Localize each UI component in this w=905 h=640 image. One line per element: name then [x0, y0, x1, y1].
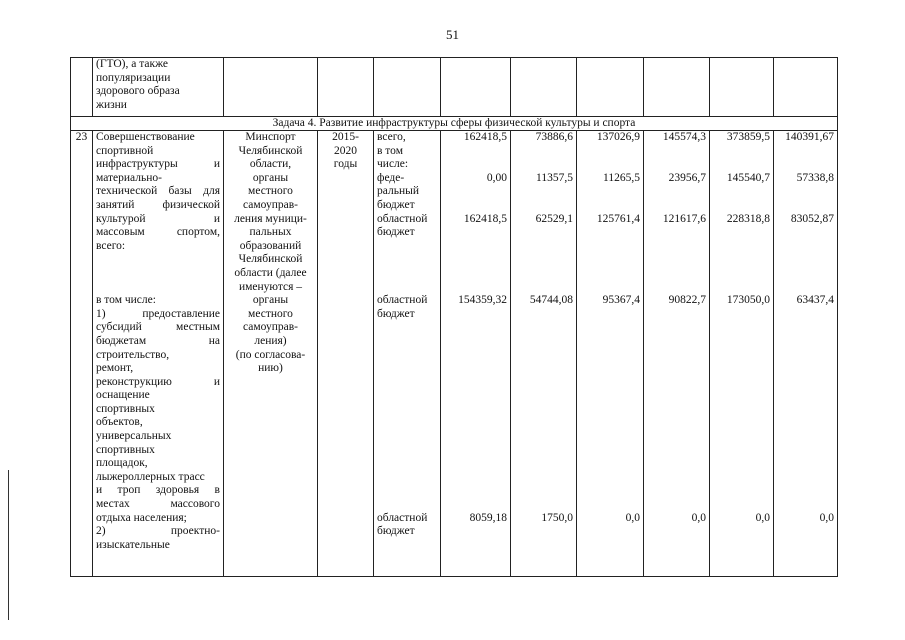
cell-period [318, 131, 374, 577]
text-line: отдыха населения; [96, 511, 187, 524]
value-item1: 173050,0 [726, 294, 770, 307]
text-line: областной [377, 212, 428, 225]
text-line: массовым спортом, [96, 226, 220, 239]
text-line: технической базы для [96, 185, 220, 198]
value-item2: 1750,0 [541, 511, 573, 524]
text-line: феде- [377, 171, 405, 184]
text-line: реконструкцию и [96, 375, 220, 388]
cell-value [710, 58, 774, 117]
value-federal: 11357,5 [536, 171, 573, 184]
value-total: 162418,5 [463, 131, 507, 143]
value-item1: 95367,4 [602, 294, 640, 307]
value-regional: 121617,6 [662, 212, 706, 225]
value-total: 73886,6 [535, 131, 573, 143]
text-line: областной [377, 294, 428, 307]
text-line: годы [333, 158, 358, 171]
text-line: 1) предоставление [96, 307, 220, 320]
text-line: субсидий местным [96, 321, 220, 334]
text-line: спортивной [96, 144, 154, 157]
value-regional: 62529,1 [535, 212, 573, 225]
text-line: ремонт, [96, 362, 134, 375]
text-line: местах массового [96, 498, 220, 511]
text-line: областной [377, 511, 428, 524]
cell-event-name [93, 131, 224, 577]
value-item1: 154359,32 [458, 294, 507, 307]
text-line: лыжероллерных трасс [96, 470, 205, 483]
value-item2: 0,0 [691, 511, 706, 524]
value-federal: 0,00 [486, 171, 507, 184]
text-line: самоуправ- [243, 198, 298, 211]
subtitle: в том числе: [96, 294, 156, 307]
text-line: здорового образа [96, 85, 180, 98]
value-federal: 145540,7 [726, 171, 770, 184]
value-column-5 [710, 131, 774, 577]
cell-value [644, 58, 710, 117]
cell-number [71, 58, 93, 117]
cell-executor [224, 58, 318, 117]
text-line: бюджет [377, 226, 415, 239]
margin-line [8, 470, 9, 620]
text-line: объектов, [96, 416, 143, 429]
text-line: бюджет [377, 307, 415, 320]
text-line: пальных [249, 226, 292, 239]
value-regional: 83052,87 [790, 212, 834, 225]
text-line: культурой и [96, 212, 220, 225]
text-line: универсальных [96, 430, 172, 443]
text-line: инфраструктуры и [96, 158, 220, 171]
text-line: Челябинской [238, 253, 303, 266]
text-line: органы [252, 294, 289, 307]
text-line: бюджетам на [96, 334, 220, 347]
cell-source [374, 131, 441, 577]
table-row-23 [71, 131, 838, 577]
text-line: (ГТО), а также [96, 58, 168, 70]
text-line: (по согласова- [235, 348, 306, 361]
text-line: 2015- [332, 131, 359, 143]
text-line: бюджет [377, 525, 415, 538]
table-row-continuation [71, 58, 838, 117]
text-line: органы [252, 171, 289, 184]
row-number: 23 [71, 131, 93, 577]
value-total: 373859,5 [726, 131, 770, 143]
text-line: бюджет [377, 198, 415, 211]
text-line: числе: [377, 158, 409, 171]
value-federal: 57338,8 [796, 171, 834, 184]
value-item2: 0,0 [755, 511, 770, 524]
cell-period [318, 58, 374, 117]
value-column-6 [774, 131, 838, 577]
text-line: всего: [96, 239, 126, 252]
value-column-4 [644, 131, 710, 577]
text-line: изыскательные [96, 538, 170, 551]
text-line: образований [239, 239, 302, 252]
text-line: именуются – [238, 280, 303, 293]
text-line: Челябинской [238, 144, 303, 157]
value-federal: 11265,5 [603, 171, 640, 184]
program-table [70, 57, 838, 577]
value-column-3 [577, 131, 644, 577]
value-regional: 125761,4 [596, 212, 640, 225]
text-line: местного [248, 307, 293, 320]
text-line: ления муници- [234, 212, 307, 225]
text-line: строительство, [96, 348, 170, 361]
text-line: спортивных [96, 402, 155, 415]
text-line: всего, [377, 131, 406, 143]
text-line: материально- [96, 171, 162, 184]
cell-value [577, 58, 644, 117]
value-item2: 8059,18 [469, 511, 507, 524]
task-heading: Задача 4. Развитие инфраструктуры сферы физической культуры и спорта [71, 117, 838, 131]
value-item1: 54744,08 [529, 294, 573, 307]
value-total: 145574,3 [662, 131, 706, 143]
value-item1: 63437,4 [796, 294, 834, 307]
value-column-2 [511, 131, 577, 577]
text-line: популяризации [96, 71, 171, 84]
value-federal: 23956,7 [668, 171, 706, 184]
text-line: оснащение [96, 389, 150, 402]
value-column-1 [441, 131, 511, 577]
text-line: в том [377, 144, 403, 157]
text-line: области, [249, 158, 292, 171]
cell-executor [224, 131, 318, 577]
text-line: самоуправ- [243, 321, 298, 334]
text-line: Совершенствование [96, 131, 195, 143]
text-line: 2) проектно- [96, 525, 220, 538]
page-number: 51 [446, 27, 459, 42]
cell-value [511, 58, 577, 117]
cell-value [774, 58, 838, 117]
task-heading-row [71, 117, 838, 131]
value-total: 137026,9 [596, 131, 640, 143]
cell-event-name [93, 58, 224, 117]
text-line: области (далее [234, 266, 307, 279]
value-item2: 0,0 [625, 511, 640, 524]
cell-value [441, 58, 511, 117]
text-line: спортивных [96, 443, 155, 456]
text-line: местного [248, 185, 293, 198]
text-line: Минспорт [245, 131, 296, 143]
text-line: площадок, [96, 457, 148, 470]
text-line: 2020 [334, 144, 357, 157]
text-line: жизни [96, 98, 127, 111]
value-item2: 0,0 [819, 511, 834, 524]
value-total: 140391,67 [785, 131, 834, 143]
value-item1: 90822,7 [668, 294, 706, 307]
text-line: занятий физической [96, 198, 220, 211]
text-line: и троп здоровья в [96, 484, 220, 497]
value-regional: 228318,8 [726, 212, 770, 225]
cell-source [374, 58, 441, 117]
text-line: нию) [258, 362, 283, 375]
text-line: ральный [377, 185, 419, 198]
text-line: ления) [254, 334, 287, 347]
value-regional: 162418,5 [463, 212, 507, 225]
